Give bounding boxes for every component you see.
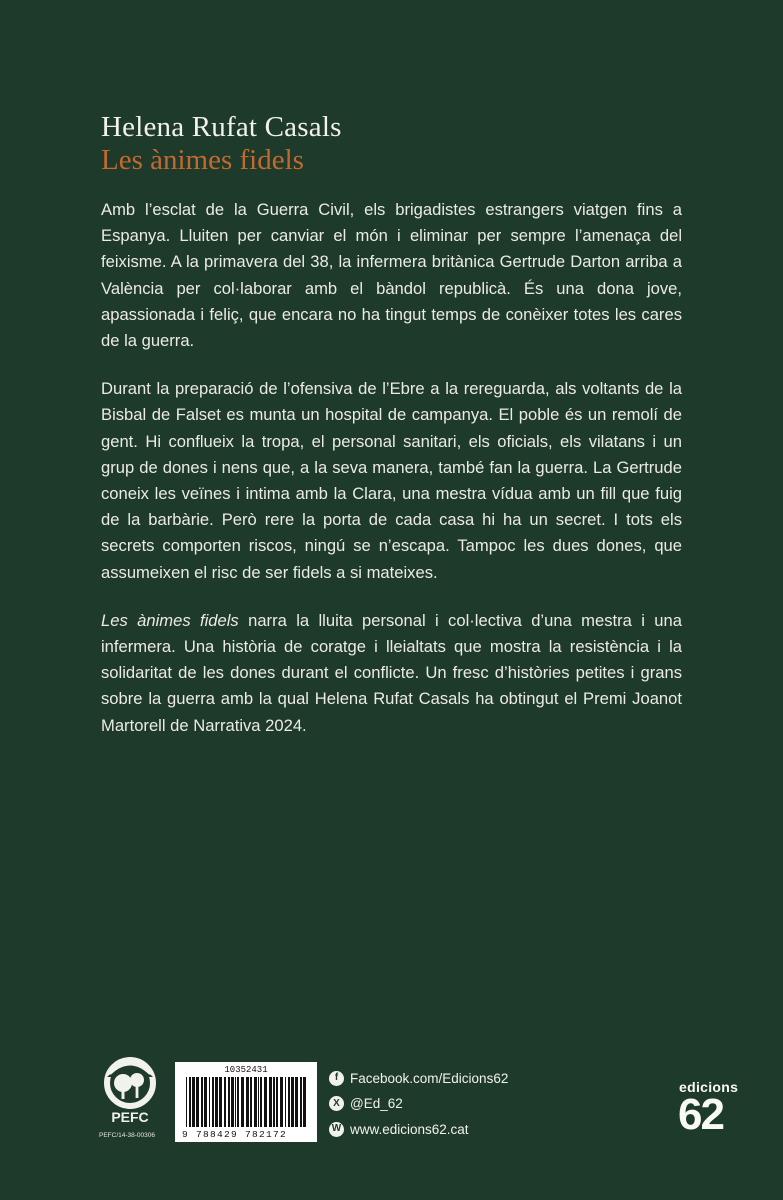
x-link[interactable]: @Ed_62: [350, 1096, 403, 1111]
barcode-bar: [250, 1077, 252, 1127]
blurb-paragraph-3-text: narra la lluita personal i col·lectiva d’una mestra i una infermera. Una història de coratge i lleialtats que mostra la resistència i la solidaritat de les dones durant el conflicte. Un fresc d’històries petites i grans sobre la guerra amb la qual Helena Rufat Casals ha obtingut el Premi Joanot Martorell de Narrativa 2024.: [101, 610, 682, 735]
barcode-bar: [219, 1077, 222, 1127]
barcode-bar: [241, 1077, 244, 1127]
social-x[interactable]: [329, 1094, 508, 1114]
publisher-logo: [678, 1079, 739, 1139]
publisher-name: edicions: [679, 1079, 739, 1095]
social-facebook[interactable]: [329, 1068, 508, 1088]
barcode-bar: [224, 1077, 226, 1127]
barcode-bar: [264, 1077, 267, 1127]
facebook-icon: f: [329, 1071, 344, 1086]
barcode-bar: [192, 1077, 195, 1127]
pefc-label: PEFC: [111, 1109, 149, 1125]
blurb-italic-title: Les ànimes fidels: [101, 610, 239, 630]
barcode-bar: [196, 1077, 199, 1127]
barcode-bar: [273, 1077, 275, 1127]
barcode: [175, 1062, 317, 1142]
product-code: 10352431: [224, 1065, 268, 1075]
isbn-number: 9 788429 782172: [182, 1129, 288, 1140]
author-name: Helena Rufat Casals: [101, 111, 342, 143]
barcode-bar: [209, 1077, 210, 1127]
barcode-bar: [254, 1077, 257, 1127]
barcode-bar: [186, 1077, 187, 1127]
publisher-number: 62: [678, 1090, 723, 1139]
barcode-bar: [228, 1077, 230, 1127]
barcode-bar: [260, 1077, 262, 1127]
barcode-bar: [269, 1077, 272, 1127]
pefc-logo: [99, 1057, 161, 1139]
barcode-bar: [280, 1077, 283, 1127]
pefc-code: PEFC/14-38-00306: [99, 1132, 156, 1139]
blurb-paragraph-2: Durant la preparació de l’ofensiva de l’Ebre a la rereguarda, als voltants de la Bisbal de Falset es munta un hospital de campanya. El poble és un remolí de gent. Hi conflueix la tropa, el personal sanitari, els oficials, els vilatans i un grup de dones i nens que, a la seva manera, també fan la guerra. La Gertrude coneix les veïnes i intima amb la Clara, una mestra vídua amb un fill que fuig de la barbàrie. Però rere la porta de cada casa hi ha un secret. I tots els secrets comporten riscos, ningú se n’escapa. Tampoc les dues dones, que assumeixen el risc de ser fidels a si mateixes.: [101, 379, 682, 582]
barcode-bar: [189, 1077, 191, 1127]
barcode-bar: [231, 1077, 234, 1127]
barcode-bar: [246, 1077, 249, 1127]
barcode-bar: [295, 1077, 298, 1127]
barcode-bar: [235, 1077, 236, 1127]
barcode-bar: [285, 1077, 286, 1127]
blurb-paragraph-1: Amb l’esclat de la Guerra Civil, els brigadistes estrangers viatgen fins a Espanya. Lluiten per canviar el món i eliminar per sempre l’amenaça del feixisme. A la primavera del 38, la infermera britànica Gertrude Darton arriba a València per col·laborar amb el bàndol republicà. És una dona jove, apassionada i feliç, que encara no ha tingut temps de conèixer totes les cares de la guerra.: [101, 200, 682, 351]
social-links: [329, 1068, 508, 1145]
barcode-bar: [258, 1077, 259, 1127]
barcode-bar: [212, 1077, 214, 1127]
web-icon: W: [329, 1122, 344, 1137]
barcode-bar: [201, 1077, 203, 1127]
barcode-bars: [184, 1077, 308, 1127]
social-web[interactable]: [329, 1119, 508, 1139]
barcode-bar: [303, 1077, 306, 1127]
barcode-bar: [215, 1077, 218, 1127]
pefc-tree-icon: [99, 1057, 161, 1125]
book-title: Les ànimes fidels: [101, 144, 304, 176]
x-icon: X: [329, 1096, 344, 1111]
barcode-bar: [276, 1077, 278, 1127]
web-link[interactable]: www.edicions62.cat: [350, 1121, 469, 1137]
barcode-bar: [291, 1077, 294, 1127]
facebook-link[interactable]: Facebook.com/Edicions62: [350, 1070, 509, 1086]
barcode-bar: [288, 1077, 290, 1127]
blurb-text: [101, 197, 682, 761]
barcode-bar: [204, 1077, 207, 1127]
blurb-paragraph-3: [101, 608, 682, 739]
barcode-bar: [300, 1077, 302, 1127]
barcode-bar: [237, 1077, 239, 1127]
